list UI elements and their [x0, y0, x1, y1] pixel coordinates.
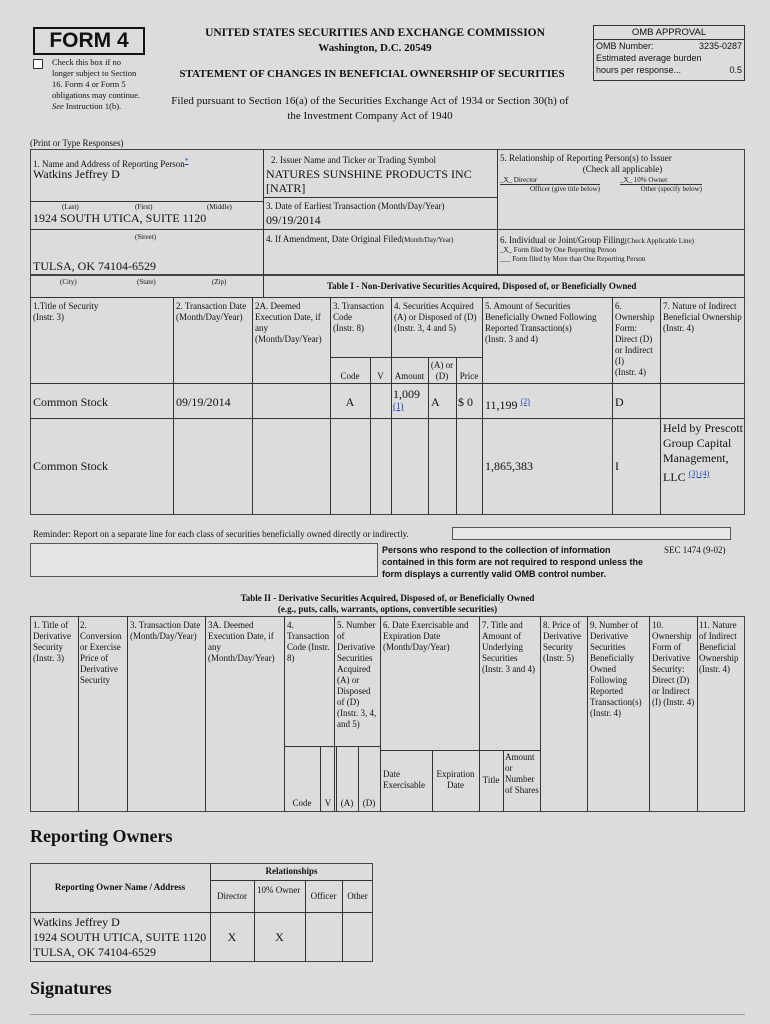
t1-r1-amount: 1,009	[393, 387, 420, 401]
reporting-person-city: TULSA, OK 74104-6529	[33, 259, 156, 273]
t1-h1: 1.Title of Security (Instr. 3)	[33, 301, 99, 322]
t2-h7: 7. Title and Amount of Underlying Securities (Instr. 3 and 4)	[482, 620, 535, 674]
officer-line: Officer (give title below)	[500, 184, 600, 193]
signatures-heading: Signatures	[30, 978, 112, 998]
street-label: (Street)	[135, 233, 156, 241]
issuer-ticker: [NATR]	[266, 181, 306, 195]
sec-code: SEC 1474 (9-02)	[664, 545, 726, 555]
agency-city: Washington, D.C. 20549	[318, 42, 432, 54]
earliest-date: 09/19/2014	[266, 213, 321, 227]
t2-sub-date-ex: Date Exercisable	[383, 769, 425, 790]
filing-label: 6. Individual or Joint/Group Filing(Check Applicable Line)	[500, 235, 694, 245]
owners-col-10: 10% Owner	[257, 885, 301, 895]
filed-pursuant-line1: Filed pursuant to Section 16(a) of the Securities Exchange Act of 1934 or Section 30(h) of	[171, 95, 569, 107]
t1-r1-owned: 11,199 $^{(2)}$	[485, 397, 530, 412]
statement-title: STATEMENT OF CHANGES IN BENEFICIAL OWNERSHIP OF SECURITIES	[179, 68, 565, 80]
middle-label: (Middle)	[207, 203, 232, 211]
t2-h3: 3. Transaction Date (Month/Day/Year)	[130, 620, 201, 641]
omb-approval-box	[593, 25, 745, 81]
issuer-name: NATURES SUNSHINE PRODUCTS INC	[266, 167, 472, 181]
first-label: (First)	[135, 203, 153, 211]
omb-burden-label: Estimated average burden	[596, 53, 702, 63]
owner-address: 1924 SOUTH UTICA, SUITE 1120	[33, 930, 207, 944]
t2-h2: 2. Conversion or Exercise Price of Derivative Security	[80, 620, 122, 685]
reporting-person-address: 1924 SOUTH UTICA, SUITE 1120	[33, 211, 207, 225]
t2-sub-v: V	[324, 798, 332, 808]
t1-sub-aord: (A) or (D)	[430, 360, 454, 381]
filing-more-line: ___ Form filed by More than One Reporting Person	[500, 255, 646, 263]
persons-notice: Persons who respond to the collection of information contained in this form are not required to respond unless the form displays a currently valid OMB control number.	[382, 545, 644, 579]
last-label: (Last)	[62, 203, 79, 211]
zip-label: (Zip)	[212, 278, 227, 286]
t1-r1-form: D	[615, 395, 624, 409]
t1-r1-title: Common Stock	[33, 395, 109, 409]
t1-h3: 3. Transaction Code (Instr. 8)	[333, 301, 385, 333]
t1-r1-date: 09/19/2014	[176, 395, 231, 409]
t1-sub-code: Code	[340, 371, 360, 381]
reminder-field	[452, 527, 731, 540]
t1-r2-nature: Held by Prescott Group Capital Management, LLC $^{(3) (4)}$	[663, 421, 743, 484]
city-label: (City)	[60, 278, 77, 286]
omb-title: OMB APPROVAL	[594, 26, 744, 40]
print-type-note: (Print or Type Responses)	[30, 138, 124, 148]
omb-hours: 0.5	[729, 65, 742, 75]
owner-10-mark: X	[275, 930, 284, 944]
table1-title: Table I - Non-Derivative Securities Acquired, Disposed of, or Beneficially Owned	[327, 281, 637, 291]
other-line: Other (specify below)	[620, 184, 702, 193]
owners-col-officer: Officer	[310, 891, 337, 901]
t2-sub-exp: Expiration Date	[436, 769, 475, 790]
t1-sub-price: Price	[459, 371, 479, 381]
t2-h6: 6. Date Exercisable and Expiration Date (Month/Day/Year)	[383, 620, 469, 652]
reminder-text: Reminder: Report on a separate line for each class of securities beneficially owned directly or indirectly.	[33, 529, 409, 539]
t2-sub-title: Title	[482, 775, 500, 785]
t1-r1-price: $ 0	[458, 395, 473, 409]
relationship-label: 5. Relationship of Reporting Person(s) to Issuer	[500, 153, 672, 163]
t1-h5: 5. Amount of Securities Beneficially Owned Following Reported Transaction(s) (Instr. 3 and 4)	[485, 301, 597, 344]
t2-h8: 8. Price of Derivative Security (Instr. 5)	[543, 620, 581, 663]
t2-h9: 9. Number of Derivative Securities Beneficially Owned Following Reported Transaction(s) (Instr. 4)	[590, 620, 642, 718]
t2-h10: 10. Ownership Form of Derivative Security: Direct (D) or Indirect (I) (Instr. 4)	[652, 620, 695, 707]
owner-name: Watkins Jeffrey D	[33, 915, 120, 929]
t1-r1-owned-footnote[interactable]: (2)	[520, 397, 530, 406]
t1-r1-amount-footnote[interactable]: (1)	[393, 401, 404, 411]
t2-h4: 4. Transaction Code (Instr. 8)	[287, 620, 330, 663]
t1-r1-code: A	[345, 395, 355, 409]
t2-h1: 1. Title of Derivative Security (Instr. 3)	[33, 620, 71, 663]
table2-title: Table II - Derivative Securities Acquired, Disposed of, or Beneficially Owned	[240, 593, 535, 603]
t2-sub-amount: Amount or Number of Shares	[505, 752, 539, 795]
issuer-label: 2. Issuer Name and Ticker or Trading Symbol	[271, 155, 436, 165]
director-line: _X_ Director	[500, 176, 538, 184]
filing-one-line: _X_ Form filed by One Reporting Person	[500, 246, 617, 254]
t1-h6: 6. Ownership Form: Direct (D) or Indirect (I) (Instr. 4)	[615, 301, 655, 377]
t2-h11: 11. Nature of Indirect Beneficial Ownership (Instr. 4)	[699, 620, 739, 674]
no-longer-subject-checkbox[interactable]	[33, 59, 43, 69]
reporting-owners-heading: Reporting Owners	[30, 826, 173, 846]
state-label: (State)	[137, 278, 156, 286]
owners-col-director: Director	[217, 891, 247, 901]
reporting-person-name: Watkins Jeffrey D	[33, 167, 120, 181]
t1-r2-title: Common Stock	[33, 459, 109, 473]
check-all-label: (Check all applicable)	[582, 164, 663, 174]
t1-sub-v: V	[377, 371, 384, 381]
owners-relationships: Relationships	[265, 866, 318, 876]
owner-director-mark: X	[227, 930, 237, 944]
omb-number-label: OMB Number:	[596, 41, 654, 51]
earliest-date-label: 3. Date of Earliest Transaction (Month/Day/Year)	[266, 201, 445, 211]
notice-field	[30, 543, 378, 577]
table2-subtitle: (e.g., puts, calls, warrants, options, convertible securities)	[277, 604, 498, 614]
t1-h7: 7. Nature of Indirect Beneficial Ownership (Instr. 4)	[663, 301, 742, 333]
t2-sub-d: (D)	[362, 798, 376, 808]
t2-h3a: 3A. Deemed Execution Date, if any (Month/Day/Year)	[208, 620, 275, 663]
t1-r1-aord: A	[431, 395, 440, 409]
t1-h2a: 2A. Deemed Execution Date, if any (Month/Day/Year)	[255, 301, 322, 344]
t1-r2-owned: 1,865,383	[485, 459, 533, 473]
t1-r2-nature-footnote[interactable]: (3) (4)	[688, 469, 710, 478]
t1-sub-amount: Amount	[394, 371, 425, 381]
t1-h4: 4. Securities Acquired (A) or Disposed of (D) (Instr. 3, 4 and 5)	[394, 301, 477, 333]
owner-city: TULSA, OK 74104-6529	[33, 945, 156, 959]
checkbox-label: Check this box if no longer subject to Section 16. Form 4 or Form 5 obligations may continue. See Instruction 1(b).	[52, 57, 141, 111]
agency-name: UNITED STATES SECURITIES AND EXCHANGE COMMISSION	[205, 27, 545, 39]
signatures-table-edge	[30, 1014, 745, 1024]
amendment-label: 4. If Amendment, Date Original Filed(Month/Day/Year)	[266, 234, 454, 244]
t2-h5: 5. Number of Derivative Securities Acquired (A) or Disposed of (D) (Instr. 3, 4, and 5)	[337, 620, 377, 729]
reporting-person-label: 1. Name and Address of Reporting Person*	[33, 156, 189, 169]
t2-sub-a: (A)	[340, 798, 354, 808]
t1-h2: 2. Transaction Date (Month/Day/Year)	[176, 301, 247, 322]
owners-col-other: Other	[347, 891, 368, 901]
filed-pursuant-line2: the Investment Company Act of 1940	[287, 110, 453, 122]
form-title: FORM 4	[33, 27, 145, 55]
omb-hours-label: hours per response...	[596, 65, 682, 75]
omb-number: 3235-0287	[698, 41, 742, 51]
owners-col-name: Reporting Owner Name / Address	[54, 882, 186, 892]
t2-sub-code: Code	[292, 798, 312, 808]
t1-r2-form: I	[615, 459, 619, 473]
ten-percent-line: _X_ 10% Owner	[620, 176, 668, 184]
